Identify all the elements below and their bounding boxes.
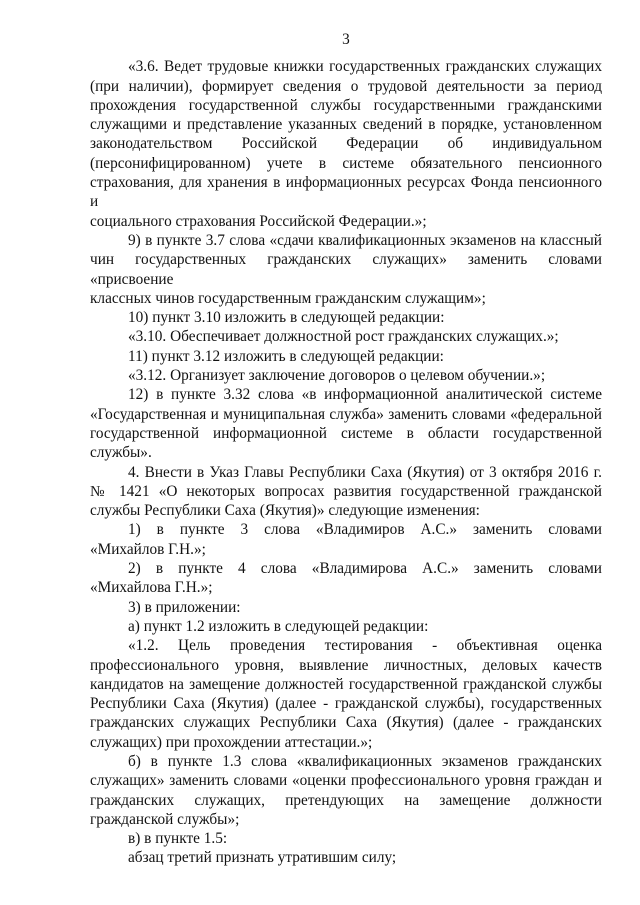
paragraph (90, 366, 602, 385)
text-line: службы Республики Саха (Якутия)» следующие изменения: (90, 502, 480, 520)
text-line: (при наличии), формирует сведения о трудовой деятельности за период (90, 77, 602, 95)
text-line: «Государственная и муниципальная служба» заменить словами «федеральной (90, 405, 602, 423)
paragraph (90, 636, 602, 752)
text-line: 9) в пункте 3.7 слова «сдачи квалификационных экзаменов на классный (128, 231, 602, 249)
text-line: гражданской службы»; (90, 810, 240, 828)
text-line: гражданских служащих, претендующих на замещение должности (90, 791, 602, 809)
text-line: «3.10. Обеспечивает должностной рост гражданских служащих.»; (128, 328, 559, 346)
text-line: законодательством Российской Федерации об индивидуальном (90, 135, 602, 153)
text-line: № 1421 «О некоторых вопросах развития государственной гражданской (90, 482, 602, 500)
paragraph (90, 347, 602, 366)
paragraph (90, 617, 602, 636)
text-line: 10) пункт 3.10 изложить в следующей редакции: (128, 309, 445, 327)
text-line: службы». (90, 444, 152, 462)
text-line: страхования, для хранения в информационных ресурсах Фонда пенсионного и (90, 174, 602, 211)
text-line: служащих) при прохождении аттестации.»; (90, 733, 373, 751)
page-number: 3 (342, 31, 350, 48)
paragraph (90, 327, 602, 346)
text-line: классных чинов государственным гражданским служащим»; (90, 289, 486, 307)
text-line: служащими и представление указанных сведений в порядке, установленном (90, 116, 602, 134)
paragraph (90, 308, 602, 327)
text-line: государственной информационной системе в области государственной (90, 424, 602, 442)
paragraph (90, 385, 602, 462)
paragraph (90, 848, 602, 867)
text-line: чин государственных гражданских служащих» заменить словами «присвоение (90, 251, 602, 288)
text-line: социального страхования Российской Федерации.»; (90, 212, 427, 230)
text-line: б) в пункте 1.3 слова «квалификационных экзаменов гражданских (128, 752, 602, 770)
text-line: абзац третий признать утратившим силу; (128, 849, 397, 867)
text-line: 12) в пункте 3.32 слова «в информационной аналитической системе (128, 386, 602, 404)
paragraph (90, 598, 602, 617)
text-line: 2) в пункте 4 слова «Владимирова А.С.» заменить словами (128, 560, 602, 578)
text-line: кандидатов на замещение должностей государственной гражданской службы (90, 675, 602, 693)
text-line: гражданских служащих Республики Саха (Якутия) (далее - гражданских (90, 714, 602, 732)
document-body (90, 57, 602, 867)
paragraph (90, 559, 602, 598)
text-line: профессионального уровня, выявление личностных, деловых качеств (90, 656, 602, 674)
text-line: 11) пункт 3.12 изложить в следующей редакции: (128, 347, 444, 365)
text-line: «Михайлова Г.Н.»; (90, 579, 213, 597)
text-line: служащих» заменить словами «оценки профессионального уровня граждан и (90, 772, 602, 790)
text-line: «3.12. Организует заключение договоров о целевом обучении.»; (128, 367, 546, 385)
paragraph (90, 752, 602, 829)
text-line: 3) в приложении: (128, 598, 241, 616)
text-line: в) в пункте 1.5: (128, 830, 228, 848)
text-line: а) пункт 1.2 изложить в следующей редакции: (128, 617, 429, 635)
paragraph (90, 829, 602, 848)
text-line: «Михайлов Г.Н.»; (90, 540, 206, 558)
text-line: 4. Внести в Указ Главы Республики Саха (Якутия) от 3 октября 2016 г. (128, 463, 602, 481)
text-line: 1) в пункте 3 слова «Владимиров А.С.» заменить словами (128, 521, 602, 539)
paragraph (90, 231, 602, 308)
paragraph (90, 520, 602, 559)
paragraph (90, 57, 602, 231)
text-line: «3.6. Ведет трудовые книжки государственных гражданских служащих (128, 58, 602, 76)
paragraph (90, 463, 602, 521)
text-line: прохождения государственной службы государственными гражданскими (90, 96, 602, 114)
text-line: «1.2. Цель проведения тестирования - объективная оценка (128, 637, 602, 655)
text-line: Республики Саха (Якутия) (далее - гражданской службы), государственных (90, 695, 602, 713)
text-line: (персонифицированном) учете в системе обязательного пенсионного (90, 154, 602, 172)
